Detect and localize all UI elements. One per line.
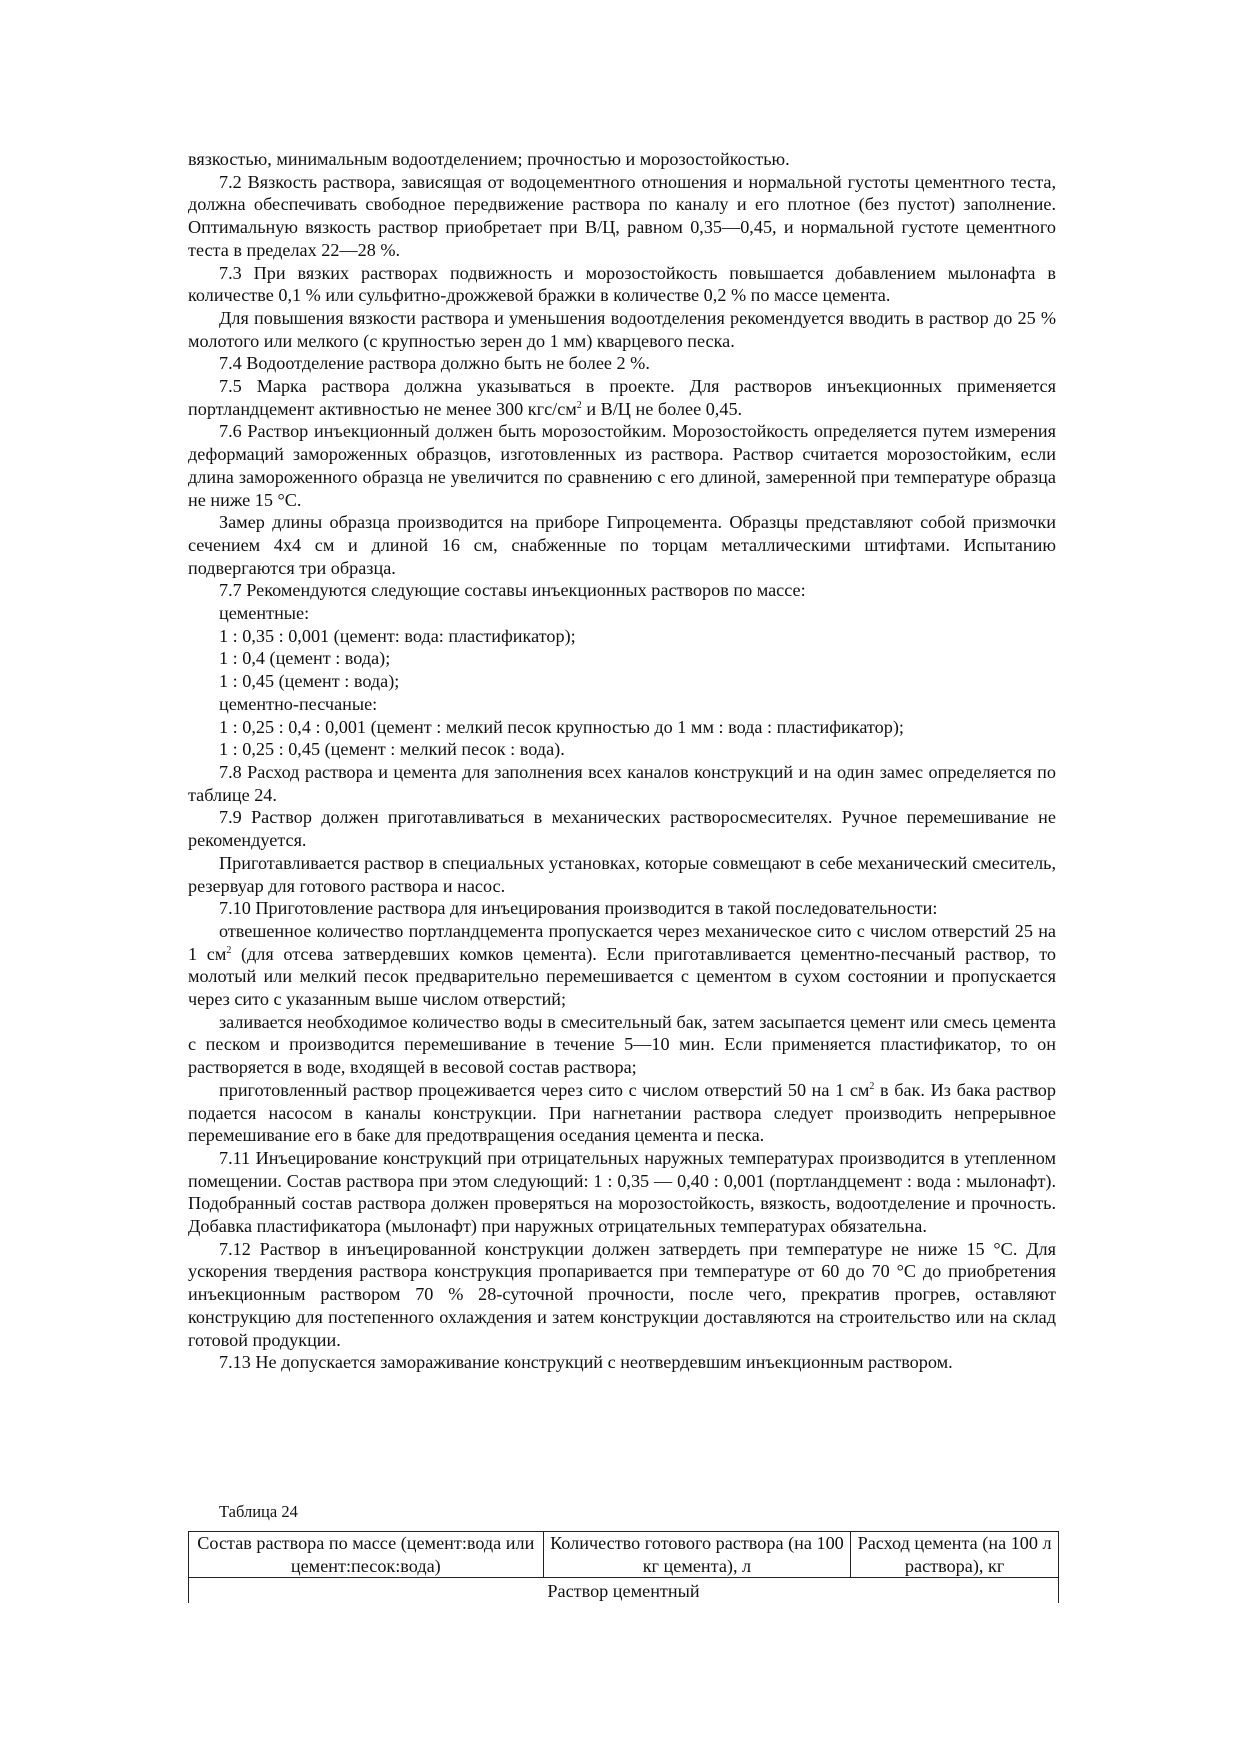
paragraph: 1 : 0,45 (цемент : вода); <box>219 671 400 692</box>
col-header-solution-amount: Количество готового раствора (на 100 кг цемента), л <box>543 1532 851 1578</box>
paragraph: Замер длины образца производится на приборе Гипроцемента. Образцы представляют собой призмочки сечением 4х4 см и длиной 16 см, снабженные по торцам металлическими штифтами. Испытанию подвергаются три образца. <box>188 512 1056 578</box>
paragraph: 7.13 Не допускается замораживание конструкций с неотвердевшим инъекционным раствором. <box>219 1352 953 1373</box>
col-header-composition: Состав раствора по массе (цемент:вода или цемент:песок:вода) <box>189 1532 544 1578</box>
paragraph: 7.7 Рекомендуются следующие составы инъекционных растворов по массе: <box>219 580 806 601</box>
paragraph: 7.4 Водоотделение раствора должно быть не более 2 %. <box>219 353 650 374</box>
table-24 <box>188 1531 1059 1603</box>
paragraph: приготовленный раствор процеживается через сито с числом отверстий 50 на 1 $см^2$ в бак. Из бака раствор подается насосом в каналы конструкции. При нагнетании раствора следует производить непрерывное перемешивание его в баке для предотвращения оседания цемента и песка. <box>188 1079 1056 1146</box>
paragraph: 1 : 0,35 : 0,001 (цемент: вода: пластификатор); <box>219 625 576 646</box>
paragraph: 7.10 Приготовление раствора для инъецирования производится в такой последовательности: <box>219 898 938 919</box>
document-body <box>188 148 1056 1374</box>
table-caption: Таблица 24 <box>219 1502 298 1521</box>
paragraph: 7.5 Марка раствора должна указываться в проекте. Для растворов инъекционных применяется портландцемент активностью не менее 300 кгс/$см^2$ и В/Ц не более 0,45. <box>188 376 1056 419</box>
section-label: Раствор цементный <box>189 1578 1059 1603</box>
paragraph: 7.8 Расход раствора и цемента для заполнения всех каналов конструкций и на один замес определяется по таблице 24. <box>188 761 1056 805</box>
paragraph: заливается необходимое количество воды в смесительный бак, затем засыпается цемент или смесь цемента с песком и производится перемешивание в течение 5—10 мин. Если применяется пластификатор, то он растворяется в воде, входящей в весовой состав раствора; <box>188 1011 1056 1078</box>
paragraph: вязкостью, минимальным водоотделением; прочностью и морозостойкостью. <box>188 149 790 169</box>
paragraph: 7.2 Вязкость раствора, зависящая от водоцементного отношения и нормальной густоты цементного теста, должна обеспечивать свободное передвижение раствора по каналу и его плотное (без пустот) заполнение. Оптимальную вязкость раствор приобретает при В/Ц, равном 0,35—0,45, и нормальной густоте цементного теста в пределах 22—28 %. <box>188 171 1056 260</box>
paragraph: 1 : 0,4 (цемент : вода); <box>219 648 391 669</box>
table-header-row <box>189 1532 1059 1578</box>
paragraph: 7.9 Раствор должен приготавливаться в механических растворосмесителях. Ручное перемешивание не рекомендуется. <box>188 807 1056 851</box>
paragraph: 7.12 Раствор в инъецированной конструкции должен затвердеть при температуре не ниже 15 °С. Для ускорения твердения раствора конструкция пропаривается при температуре от 60 до 70 °С до приобретения инъекционным раствором 70 % 28-суточной прочности, после чего, прекратив прогрев, оставляют конструкцию для постепенного охлаждения и затем конструкции доставляются на строительство или на склад готовой продукции. <box>188 1238 1056 1350</box>
paragraph: отвешенное количество портландцемента пропускается через механическое сито с числом отверстий 25 на 1 $см^2$ (для отсева затвердевших комков цемента). Если приготавливается цементно-песчаный раствор, то молотый или мелкий песок предварительно перемешивается с цементом в сухом состоянии и пропускается через сито с указанным выше числом отверстий; <box>188 920 1056 1010</box>
paragraph: 1 : 0,25 : 0,45 (цемент : мелкий песок : вода). <box>219 739 565 760</box>
paragraph: 7.3 При вязких растворах подвижность и морозостойкость повышается добавлением мылонафта в количестве 0,1 % или сульфитно-дрожжевой бражки в количестве 0,2 % по массе цемента. <box>188 262 1056 306</box>
paragraph: цементно-песчаные: <box>219 693 378 714</box>
paragraph: 1 : 0,25 : 0,4 : 0,001 (цемент : мелкий песок крупностью до 1 мм : вода : пластификатор); <box>219 716 904 737</box>
table-section-row <box>189 1578 1059 1603</box>
paragraph: 7.11 Инъецирование конструкций при отрицательных наружных температурах производится в утепленном помещении. Состав раствора при этом следующий: 1 : 0,35 — 0,40 : 0,001 (портландцемент : вода : мылонафт). Подобранный состав раствора должен проверяться на морозостойкость, вязкость, водоотделение и прочность. Добавка пластификатора (мылонафт) при наружных отрицательных температурах обязательна. <box>188 1147 1056 1237</box>
col-header-cement-consumption: Расход цемента (на 100 л раствора), кг <box>851 1532 1059 1578</box>
paragraph: Приготавливается раствор в специальных установках, которые совмещают в себе механический смеситель, резервуар для готового раствора и насос. <box>188 852 1056 896</box>
paragraph: цементные: <box>219 603 310 624</box>
paragraph: 7.6 Раствор инъекционный должен быть морозостойким. Морозостойкость определяется путем измерения деформаций замороженных образцов, изготовленных из раствора. Раствор считается морозостойким, если длина замороженного образца не увеличится по сравнению с его длиной, замеренной при температуре образца не ниже 15 °С. <box>188 421 1056 510</box>
paragraph: Для повышения вязкости раствора и уменьшения водоотделения рекомендуется вводить в раствор до 25 % молотого или мелкого (с крупностью зерен до 1 мм) кварцевого песка. <box>188 307 1056 351</box>
